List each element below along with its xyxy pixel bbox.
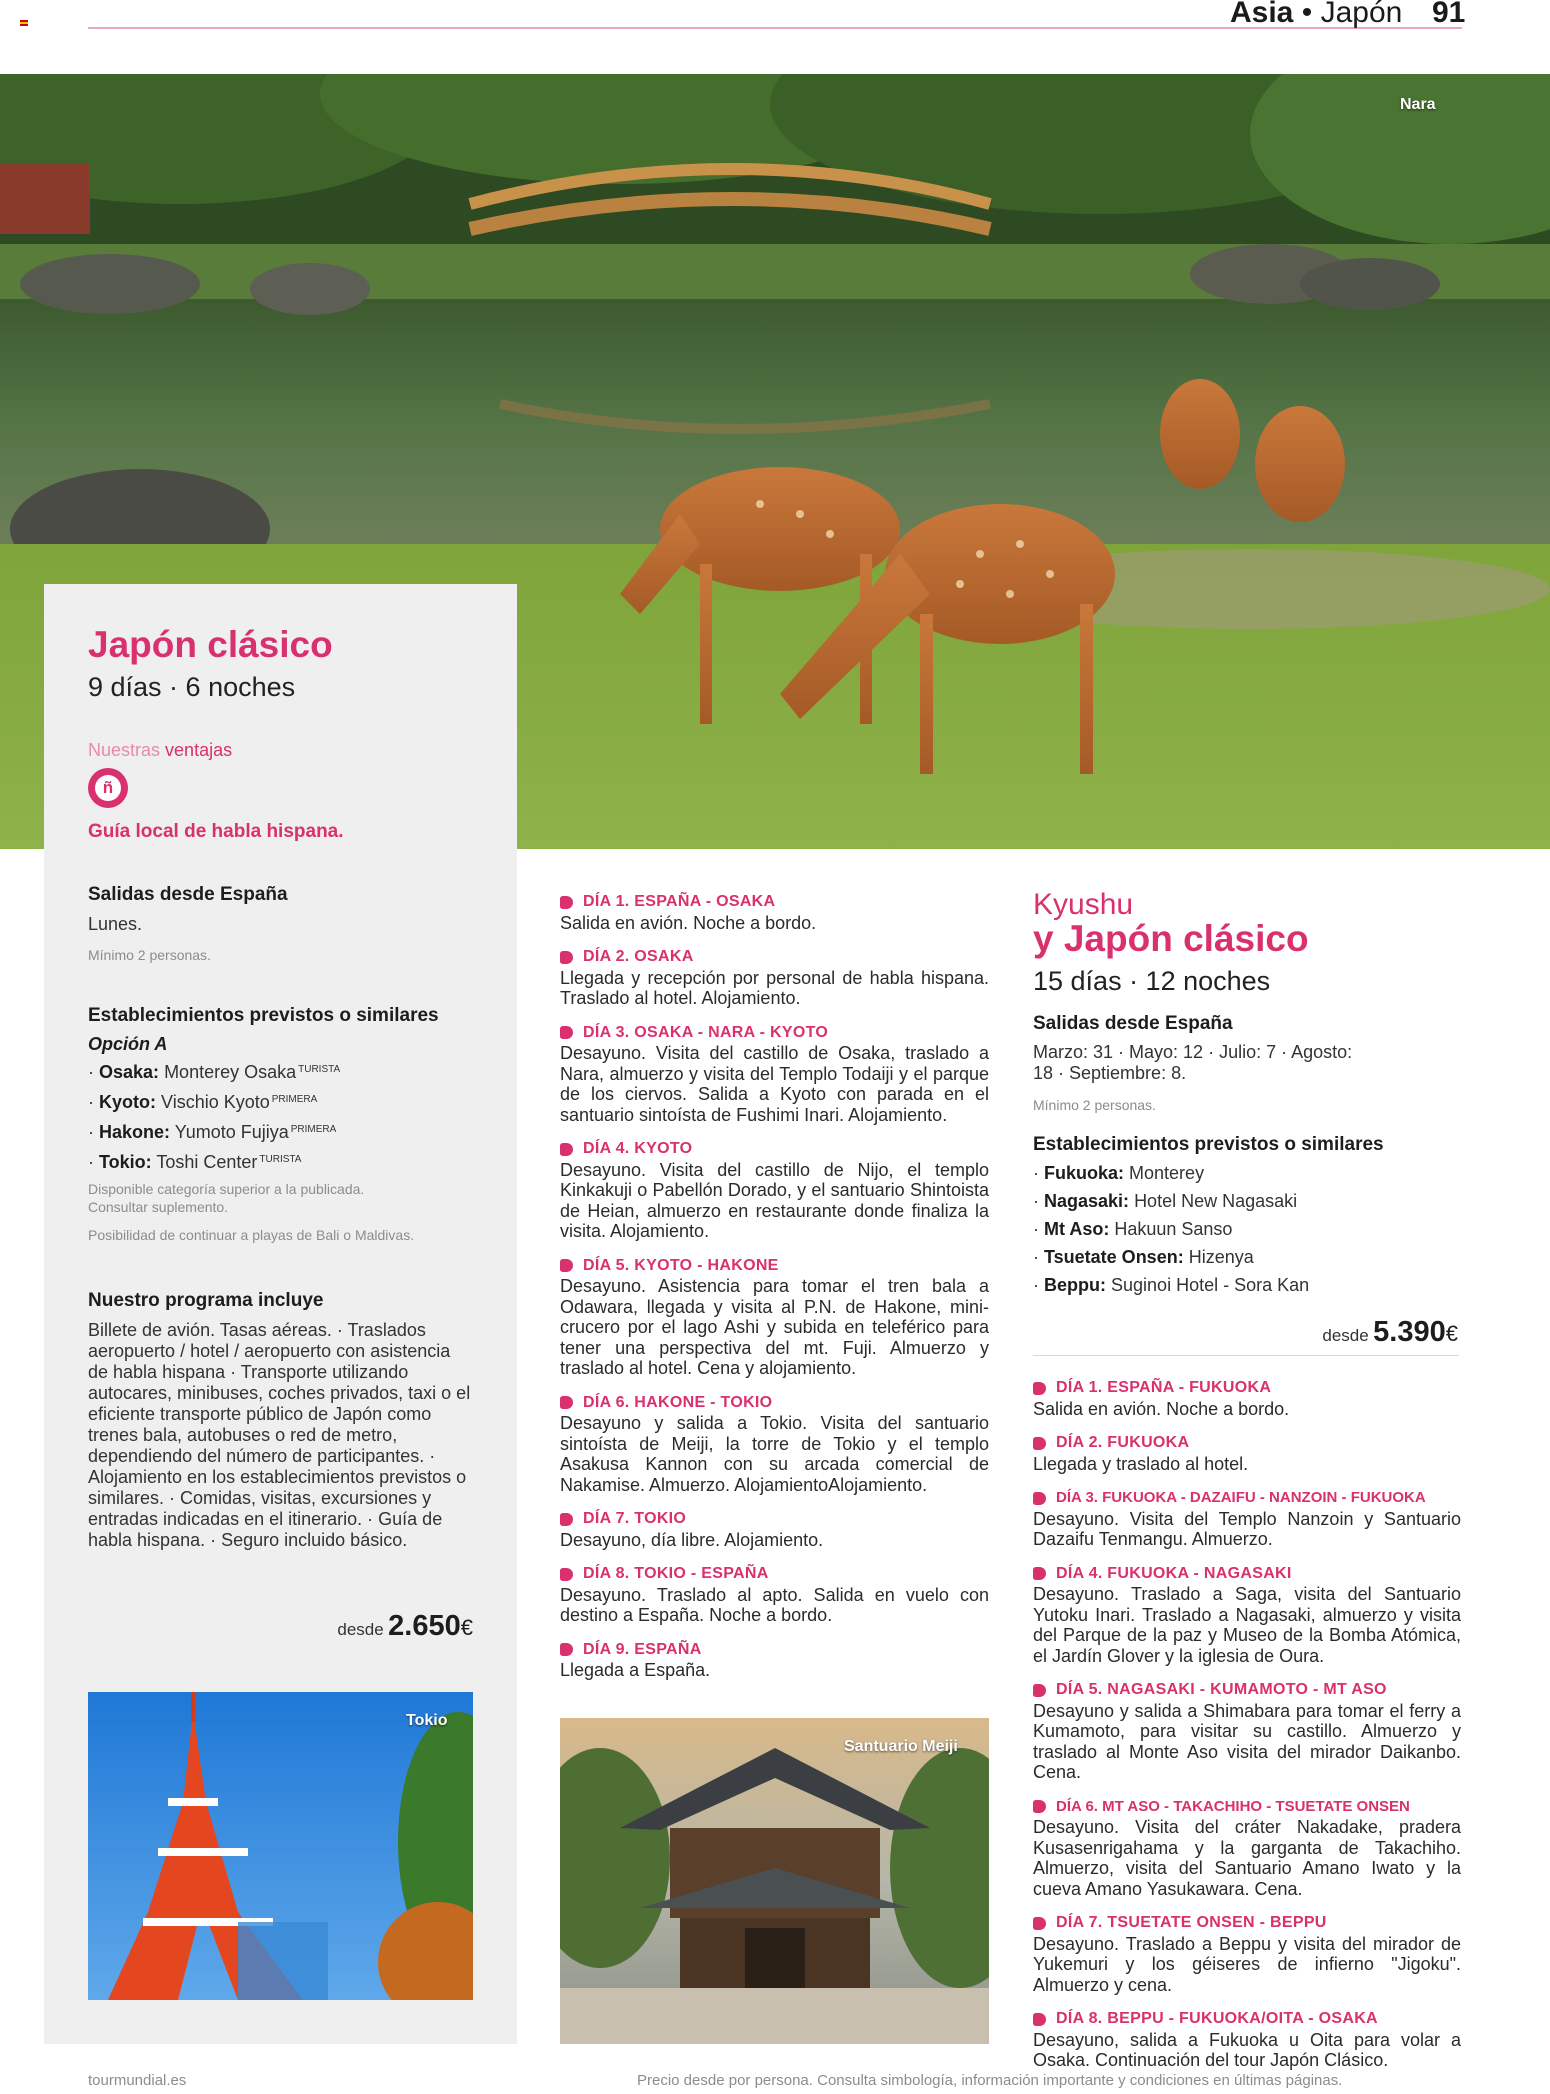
hotel-city: Osaka: <box>99 1062 160 1082</box>
breadcrumb-separator: • <box>1301 0 1313 29</box>
departures-text: Lunes. <box>88 914 143 934</box>
day-text: Desayuno. Visita del Templo Nanzoin y Santuario Dazaifu Tenmangu. Almuerzo. <box>1033 1508 1461 1549</box>
day-tag-icon <box>560 1643 573 1656</box>
hotels-title: Establecimientos previstos o similares <box>88 1005 439 1026</box>
itinerary-day <box>1033 1797 1461 1900</box>
tour2-departures-title: Salidas desde España <box>1033 1013 1233 1034</box>
day-tag-icon <box>560 1396 573 1409</box>
hotel-list <box>88 1056 340 1176</box>
tour2-hotels-title: Establecimientos previstos o similares <box>1033 1134 1384 1155</box>
price-divider <box>1033 1355 1459 1356</box>
departures-title: Salidas desde España <box>88 884 288 905</box>
day-heading <box>1033 1564 1461 1585</box>
tour2-minimum-people: Mínimo 2 personas. <box>1033 1097 1156 1113</box>
day-title: DÍA 2. FUKUOKA <box>1056 1434 1190 1451</box>
itinerary-day <box>560 1640 989 1681</box>
hotel-name: Suginoi Hotel - Sora Kan <box>1111 1275 1310 1295</box>
hotel-item: · Tsuetate Onsen: Hizenya <box>1033 1247 1254 1267</box>
day-title: DÍA 1. ESPAÑA - FUKUOKA <box>1056 1379 1272 1396</box>
day-title: DÍA 7. TSUETATE ONSEN - BEPPU <box>1056 1914 1327 1931</box>
tour2-title-line2: y Japón clásico <box>1033 918 1309 959</box>
day-text: Desayuno y salida a Shimabara para tomar el ferry a Kumamoto, para visitar su castillo. Almuerzo y traslado al Monte Aso visita del mirador Daikanbo. Cena. <box>1033 1700 1461 1782</box>
hotel-city: Tsuetate Onsen: <box>1044 1247 1184 1267</box>
breadcrumb-country: Japón <box>1320 0 1403 29</box>
footer-website: tourmundial.es <box>88 2072 187 2089</box>
day-heading <box>1033 1680 1461 1701</box>
photo-label-meiji: Santuario Meiji <box>844 1738 958 1755</box>
tour2-price-tag <box>1240 1316 1458 1349</box>
day-tag-icon <box>560 896 573 909</box>
price-currency: € <box>460 1615 473 1640</box>
photo-tokyo-tower-illustration <box>88 1692 473 2000</box>
advantage-text: Guía local de habla hispana. <box>88 821 344 842</box>
day-tag-icon <box>1033 1800 1046 1813</box>
day-heading <box>1033 1378 1461 1399</box>
tour-duration: 9 días · 6 noches <box>88 672 296 702</box>
footer-disclaimer: Precio desde por persona. Consulta simbología, información importante y condiciones en últimas páginas. <box>637 2072 1343 2089</box>
includes-text: Billete de avión. Tasas aéreas. · Traslados aeropuerto / hotel / aeropuerto con asistencia de habla hispana · Transporte utilizando autocares, minibuses, coches privados, taxi o el eficiente transporte público de Japón como trenes bala, autobuses o red de metro, dependiendo del número de participantes. · Alojamiento en los establecimientos previstos o similares. · Comidas, visitas, excursiones y entradas indicadas en el itinerario. · Guía de habla hispana. · Seguro incluido básico. <box>88 1320 471 1550</box>
price-tag <box>280 1610 473 1643</box>
day-heading <box>560 1256 989 1277</box>
day-tag-icon <box>1033 1437 1046 1450</box>
day-heading <box>1033 1433 1461 1454</box>
itinerary-day <box>560 1256 989 1379</box>
hotel-city: Nagasaki: <box>1044 1191 1130 1211</box>
itinerary-day <box>1033 1564 1461 1667</box>
day-text: Salida en avión. Noche a bordo. <box>560 912 817 933</box>
itinerary-day <box>560 1564 989 1626</box>
hotel-category: TURISTA <box>259 1154 302 1165</box>
day-heading <box>560 1139 989 1160</box>
breadcrumb <box>1230 0 1402 30</box>
day-text: Desayuno y salida a Tokio. Visita del santuario sintoísta de Meiji, la torre de Tokio y el templo Asakusa Kannon con su arcada comercial de Nakamise. Almuerzo. AlojamientoAlojamiento. <box>560 1413 989 1495</box>
hotel-item: · Nagasaki: Hotel New Nagasaki <box>1033 1191 1298 1211</box>
flag-mark <box>20 20 28 26</box>
hotel-name: Vischio Kyoto <box>161 1092 270 1112</box>
day-heading <box>560 892 989 913</box>
day-text: Desayuno. Visita del cráter Nakadake, pradera Kusasenrigahama y la garganta de Takachiho. Almuerzo, visita del Santuario Amano Iwato y la cueva Amano Yasukawara. Cena. <box>1033 1817 1461 1899</box>
day-tag-icon <box>560 1143 573 1156</box>
includes-title: Nuestro programa incluye <box>88 1290 324 1311</box>
spanish-guide-icon <box>88 768 128 808</box>
price-from: desde <box>1322 1326 1369 1345</box>
itinerary-day <box>1033 2009 1461 2071</box>
hero-photo-label: Nara <box>1400 96 1436 113</box>
day-title: DÍA 6. MT ASO - TAKACHIHO - TSUETATE ONSEN <box>1056 1797 1410 1815</box>
hotel-category: PRIMERA <box>271 1094 318 1105</box>
tour2-title-line1: Kyushu <box>1033 888 1134 921</box>
day-heading <box>560 947 989 968</box>
day-tag-icon <box>560 1568 573 1581</box>
price-value: 5.390 <box>1373 1316 1446 1348</box>
hotel-city: Hakone: <box>99 1122 171 1142</box>
hotel-item: · Kyoto: Vischio Kyoto $^{PRIMERA}$ <box>88 1092 318 1112</box>
price-currency: € <box>1445 1321 1458 1346</box>
tour-title: Japón clásico <box>88 624 333 665</box>
day-heading <box>1033 1913 1461 1934</box>
hotel-name: Hakuun Sanso <box>1114 1219 1233 1239</box>
day-title: DÍA 3. FUKUOKA - DAZAIFU - NANZOIN - FUKUOKA <box>1056 1489 1426 1506</box>
page-number: 91 <box>1432 0 1466 29</box>
day-heading <box>560 1509 989 1530</box>
day-text: Llegada y traslado al hotel. <box>1033 1453 1249 1474</box>
day-heading <box>560 1023 989 1044</box>
minimum-people: Mínimo 2 personas. <box>88 947 211 963</box>
hotel-city: Beppu: <box>1044 1275 1106 1295</box>
itinerary-day <box>560 1139 989 1242</box>
day-text: Salida en avión. Noche a bordo. <box>1033 1398 1290 1419</box>
photo-meiji-shrine <box>560 1718 989 2044</box>
hotel-city: Fukuoka: <box>1044 1163 1125 1183</box>
hotel-name: Monterey <box>1129 1163 1205 1183</box>
itinerary-kyushu <box>1033 1378 1461 2071</box>
itinerary-day <box>560 1393 989 1496</box>
hotel-category: PRIMERA <box>290 1124 337 1135</box>
day-heading <box>1033 1797 1461 1818</box>
day-tag-icon <box>560 1259 573 1272</box>
day-heading <box>560 1393 989 1414</box>
photo-meiji-shrine-illustration <box>560 1718 989 2044</box>
day-heading <box>1033 2009 1461 2030</box>
day-title: DÍA 5. KYOTO - HAKONE <box>583 1256 779 1274</box>
day-tag-icon <box>1033 1684 1046 1697</box>
day-heading <box>560 1564 989 1585</box>
day-text: Desayuno. Traslado a Saga, visita del Santuario Yutoku Inari. Traslado a Nagasaki, almuerzo y visita del Parque de la paz y Museo de la Bomba Atómica, el Jardín Glover y la iglesia de Oura. <box>1033 1584 1461 1666</box>
spanish-guide-icon-glyph: ñ <box>95 775 121 801</box>
day-title: DÍA 6. HAKONE - TOKIO <box>583 1393 773 1411</box>
day-text: Desayuno. Traslado a Beppu y visita del mirador de Yukemuri y los géiseres de infierno "Jigoku". Almuerzo y cena. <box>1033 1933 1461 1995</box>
day-heading <box>560 1640 989 1661</box>
tour2-duration: 15 días · 12 noches <box>1033 966 1271 996</box>
day-tag-icon <box>560 951 573 964</box>
day-heading <box>1033 1488 1461 1509</box>
hotel-name: Monterey Osaka <box>164 1062 297 1082</box>
itinerary-day <box>1033 1680 1461 1783</box>
photo-label-tokio: Tokio <box>406 1712 448 1729</box>
day-title: DÍA 1. ESPAÑA - OSAKA <box>583 893 776 910</box>
day-title: DÍA 2. OSAKA <box>583 948 694 965</box>
itinerary-day <box>560 947 989 1009</box>
advantages-label-strong: ventajas <box>165 740 233 760</box>
day-title: DÍA 8. BEPPU - FUKUOKA/OITA - OSAKA <box>1056 2010 1378 2027</box>
price-value: 2.650 <box>388 1610 461 1642</box>
itinerary-japon-clasico <box>560 892 989 1681</box>
hotel-item: · Mt Aso: Hakuun Sanso <box>1033 1219 1233 1239</box>
day-text: Desayuno. Traslado al apto. Salida en vuelo con destino a España. Noche a bordo. <box>560 1584 989 1625</box>
day-text: Llegada y recepción por personal de habla hispana. Traslado al hotel. Alojamiento. <box>560 967 989 1008</box>
hotel-item: · Tokio: Toshi Center $^{TURISTA}$ <box>88 1152 302 1172</box>
hotel-item: · Fukuoka: Monterey <box>1033 1163 1205 1183</box>
day-tag-icon <box>560 1513 573 1526</box>
day-text: Desayuno. Visita del castillo de Osaka, traslado a Nara, almuerzo y visita del Templo Todaiji y el parque de los ciervos. Salida a Kyoto con parada en el santuario sintoísta de Fushimi Inari. Alojamiento. <box>560 1043 989 1125</box>
day-tag-icon <box>1033 2013 1046 2026</box>
itinerary-day <box>560 1509 989 1550</box>
advantages-label-light: Nuestras <box>88 740 161 760</box>
day-text: Llegada a España. <box>560 1660 711 1680</box>
day-title: DÍA 5. NAGASAKI - KUMAMOTO - MT ASO <box>1056 1681 1387 1698</box>
day-title: DÍA 9. ESPAÑA <box>583 1640 702 1658</box>
itinerary-day <box>560 1023 989 1126</box>
hotel-option: Opción A <box>88 1034 168 1054</box>
day-text: Desayuno, salida a Fukuoka u Oita para volar a Osaka. Continuación del tour Japón Clásico. <box>1033 2029 1461 2070</box>
day-text: Desayuno. Visita del castillo de Nijo, el templo Kinkakuji o Pabellón Dorado, y el santuario Shintoista de Heian, almuerzo en restaurante donde finaliza la visita. Alojamiento. <box>560 1159 989 1241</box>
hotel-city: Mt Aso: <box>1044 1219 1110 1239</box>
hotel-name: Toshi Center <box>156 1152 258 1172</box>
hotel-name: Hizenya <box>1188 1247 1254 1267</box>
itinerary-day <box>1033 1378 1461 1419</box>
day-tag-icon <box>1033 1492 1046 1505</box>
hotel-city: Tokio: <box>99 1152 152 1172</box>
day-text: Desayuno, día libre. Alojamiento. <box>560 1529 824 1550</box>
category-note: Disponible categoría superior a la publicada. Consultar suplemento. <box>88 1181 365 1215</box>
hotel-item: · Beppu: Suginoi Hotel - Sora Kan <box>1033 1275 1310 1295</box>
itinerary-day <box>1033 1488 1461 1550</box>
day-title: DÍA 4. KYOTO <box>583 1140 693 1157</box>
itinerary-day <box>1033 1433 1461 1474</box>
photo-tokyo-tower <box>88 1692 473 2000</box>
day-text: Desayuno. Asistencia para tomar el tren bala a Odawara, llegada y visita al P.N. de Hakone, mini-crucero por el lago Ashi y subida en teleférico para tener una perspectiva del mt. Fuji. Almuerzo y traslado al hotel. Cena y alojamiento. <box>560 1276 989 1378</box>
day-tag-icon <box>1033 1917 1046 1930</box>
tour2-hotel-list <box>1033 1159 1309 1299</box>
tour2-departures-text: Marzo: 31 · Mayo: 12 · Julio: 7 · Agosto: 18 · Septiembre: 8. <box>1033 1042 1353 1083</box>
day-title: DÍA 3. OSAKA - NARA - KYOTO <box>583 1023 829 1041</box>
breadcrumb-region: Asia <box>1230 0 1294 29</box>
hotel-category: TURISTA <box>298 1064 341 1075</box>
hotel-city: Kyoto: <box>99 1092 156 1112</box>
day-tag-icon <box>1033 1382 1046 1395</box>
day-title: DÍA 8. TOKIO - ESPAÑA <box>583 1565 769 1582</box>
hotel-name: Hotel New Nagasaki <box>1134 1191 1298 1211</box>
extension-note: Posibilidad de continuar a playas de Bali o Maldivas. <box>88 1227 415 1243</box>
day-title: DÍA 4. FUKUOKA - NAGASAKI <box>1056 1564 1292 1582</box>
day-tag-icon <box>560 1026 573 1039</box>
hotel-item: · Osaka: Monterey Osaka $^{TURISTA}$ <box>88 1062 341 1082</box>
hotel-name: Yumoto Fujiya <box>174 1122 289 1142</box>
day-title: DÍA 7. TOKIO <box>583 1510 687 1527</box>
day-tag-icon <box>1033 1567 1046 1580</box>
advantages-label <box>88 740 232 761</box>
hotel-item: · Hakone: Yumoto Fujiya $^{PRIMERA}$ <box>88 1122 337 1142</box>
itinerary-day <box>560 892 989 933</box>
itinerary-day <box>1033 1913 1461 1995</box>
price-from: desde <box>337 1620 384 1639</box>
